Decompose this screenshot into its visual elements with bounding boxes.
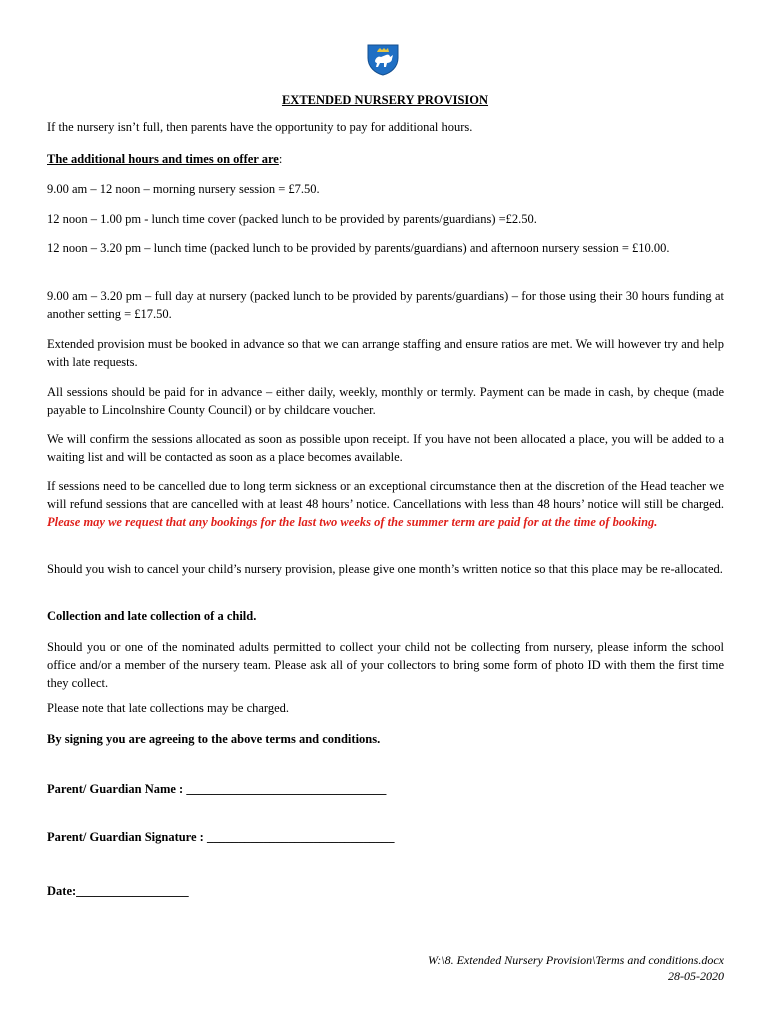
cancellation-paragraph: [47, 477, 724, 531]
late-collection-text: Please note that late collections may be charged.: [47, 701, 290, 715]
payment-text: All sessions should be paid for in advance – either daily, weekly, monthly or termly. Payment can be made in cash, by cheque (made payable to Lincolnshire County Council) or by childcare voucher.: [47, 385, 724, 417]
session-item: 9.00 am – 3.20 pm – full day at nursery (packed lunch to be provided by parents/guardians) – for those using their 30 hours funding at another setting = £17.50.: [47, 289, 724, 321]
agreement-text: By signing you are agreeing to the above terms and conditions.: [47, 732, 381, 746]
footer-file-path: W:\8. Extended Nursery Provision\Terms and conditions.docx: [428, 953, 724, 967]
document-footer: [428, 952, 724, 984]
cancellation-text: If sessions need to be cancelled due to long term sickness or an exceptional circumstance then at the discretion of the Head teacher we will refund sessions that are cancelled with at least 48 hours’ notice. Cancellations with less than 48 hours’ notice will still be charged.: [47, 479, 724, 511]
session-item: 12 noon – 1.00 pm - lunch time cover (packed lunch to be provided by parents/guardians) =£2.50.: [47, 212, 537, 226]
intro-text: If the nursery isn’t full, then parents have the opportunity to pay for additional hours.: [47, 120, 473, 134]
booking-text: Extended provision must be booked in advance so that we can arrange staffing and ensure ratios are met. We will however try and help with late requests.: [47, 337, 724, 369]
footer-date: 28-05-2020: [668, 969, 724, 983]
session-item: 9.00 am – 12 noon – morning nursery session = £7.50.: [47, 182, 320, 196]
offer-heading: [47, 150, 724, 168]
guardian-signature-field[interactable]: Parent/ Guardian Signature : ______________________________: [47, 830, 395, 844]
collection-heading: Collection and late collection of a child.: [47, 609, 257, 623]
document-title: EXTENDED NURSERY PROVISION: [281, 93, 489, 107]
offer-heading-label: The additional hours and times on offer are: [47, 152, 279, 166]
offer-heading-colon: :: [278, 152, 283, 166]
confirm-text: We will confirm the sessions allocated as soon as possible upon receipt. If you have not been allocated a place, you will be added to a waiting list and will be contacted as soon as a place becomes available.: [47, 432, 724, 464]
guardian-name-field[interactable]: Parent/ Guardian Name : ________________________________: [47, 782, 387, 796]
cancel-notice-text: Should you wish to cancel your child’s nursery provision, please give one month’s written notice so that this place may be re-allocated.: [47, 562, 723, 576]
session-item: 12 noon – 3.20 pm – lunch time (packed lunch to be provided by parents/guardians) and afternoon nursery session = £10.00.: [47, 241, 670, 255]
date-field[interactable]: Date:__________________: [47, 884, 189, 898]
collection-text: Should you or one of the nominated adults permitted to collect your child not be collecting from nursery, please inform the school office and/or a member of the nursery team. Please ask all of your collectors to bring some form of photo ID with them the first time they collect.: [47, 640, 724, 690]
summer-term-notice: Please may we request that any bookings for the last two weeks of the summer term are paid for at the time of booking.: [47, 515, 658, 529]
school-crest-logo: [366, 42, 400, 76]
